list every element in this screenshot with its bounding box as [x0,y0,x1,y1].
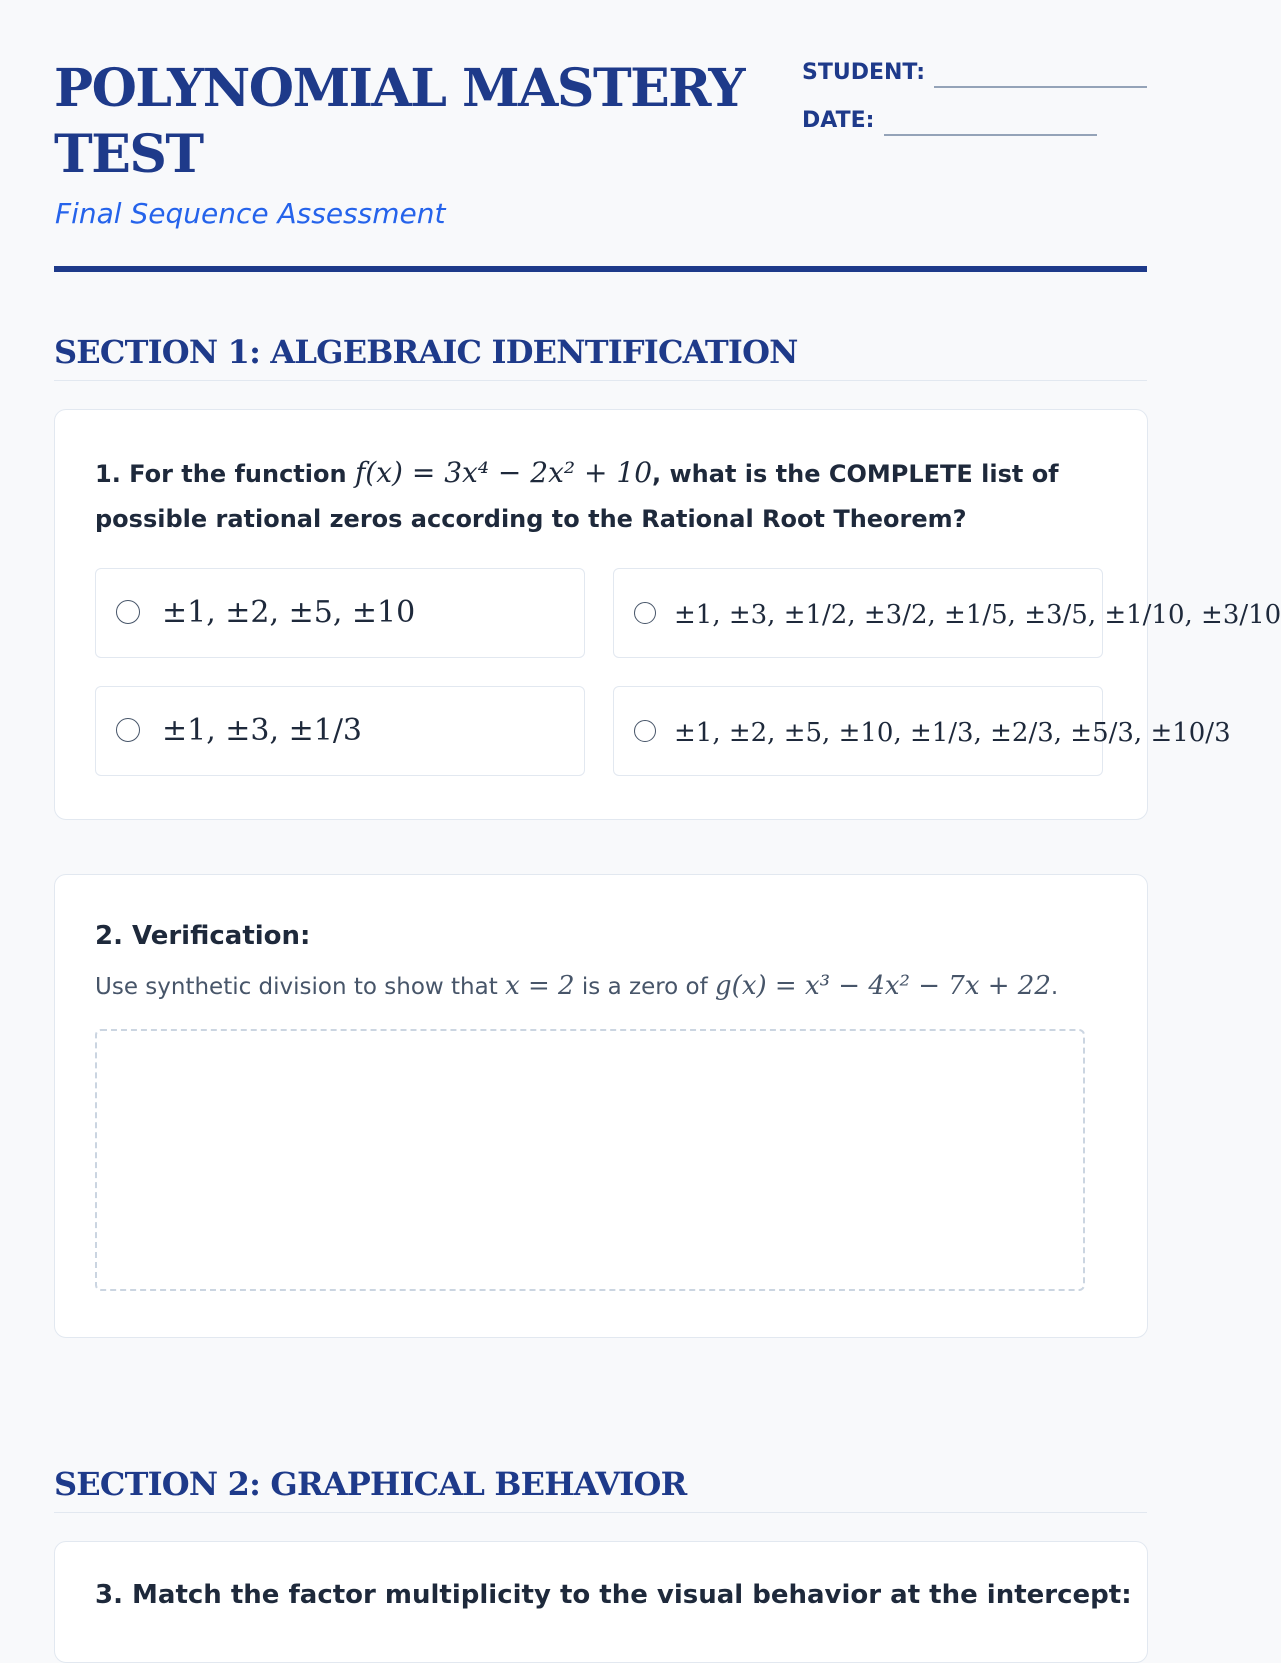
question-1-suffix: , what is the COMPLETE list of possible rational zeros according to the Rational Root Theorem? [95,460,1059,533]
student-label: STUDENT: [802,60,926,85]
question-2-card [54,874,1148,1338]
date-field[interactable] [884,134,1097,136]
question-1-text [95,450,1095,542]
option-d[interactable] [613,686,1231,776]
option-a-text: ±1, ±2, ±5, ±10 [162,595,416,630]
page-title: POLYNOMIAL MASTERY TEST [54,58,745,185]
question-3-card [54,1541,1148,1663]
student-name-field[interactable] [934,86,1147,88]
question-3-text: 3. Match the factor multiplicity to the visual behavior at the intercept: [95,1580,1132,1610]
radio-button[interactable] [116,600,140,624]
question-1-card [54,409,1281,820]
section-1-divider [54,380,1147,381]
radio-button[interactable] [634,602,656,624]
header-divider [54,266,1147,272]
radio-button[interactable] [634,720,656,742]
page-subtitle: Final Sequence Assessment [55,197,446,230]
section-1-title: SECTION 1: ALGEBRAIC IDENTIFICATION [54,333,798,371]
option-c-text: ±1, ±3, ±1/3 [162,713,363,748]
question-2-text [95,971,1095,1001]
question-2-prefix: Use synthetic division to show that [95,974,506,1000]
option-b[interactable] [613,568,1281,658]
date-label: DATE: [802,108,875,133]
question-1-prefix: 1. For the function [95,460,355,488]
option-d-text: ±1, ±2, ±5, ±10, ±1/3, ±2/3, ±5/3, ±10/3 [674,718,1231,748]
question-1-function: f(x) = 3x⁴ − 2x² + 10 [354,456,653,489]
section-2-divider [54,1512,1147,1513]
option-b-text: ±1, ±3, ±1/2, ±3/2, ±1/5, ±3/5, ±1/10, ±3/10 [674,600,1281,630]
option-c[interactable] [95,686,585,776]
work-area[interactable] [95,1029,1085,1291]
question-2-zero: x = 2 [505,971,575,1001]
section-2-title: SECTION 2: GRAPHICAL BEHAVIOR [54,1465,687,1503]
radio-button[interactable] [116,718,140,742]
question-2-function: g(x) = x³ − 4x² − 7x + 22 [715,971,1051,1001]
question-2-middle: is a zero of [574,974,716,1000]
question-2-title: 2. Verification: [95,921,311,951]
question-2-suffix: . [1050,974,1059,1000]
option-a[interactable] [95,568,585,658]
